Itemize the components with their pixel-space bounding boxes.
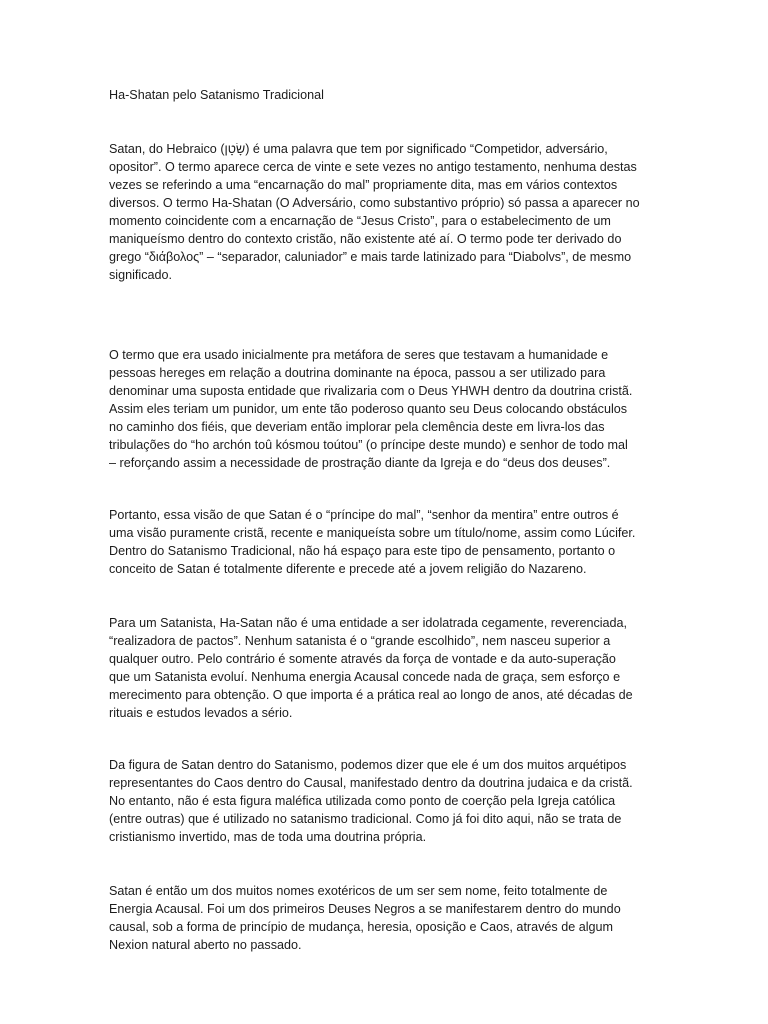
text-line: representantes do Caos dentro do Causal, manifestado dentro da doutrina judaica e da cristã.: [109, 776, 633, 790]
paragraph-5: [109, 756, 667, 846]
text-line: qualquer outro. Pelo contrário é somente através da força de vontade e da auto-superação: [109, 652, 616, 666]
text-line: Da figura de Satan dentro do Satanismo, podemos dizer que ele é um dos muitos arquétipos: [109, 758, 627, 772]
text-line: causal, sob a forma de princípio de mudança, heresia, oposição e Caos, através de algum: [109, 920, 614, 934]
text-line: opositor”. O termo aparece cerca de vinte e sete vezes no antigo testamento, nenhuma destas: [109, 160, 637, 174]
text-line: no caminho dos fiéis, que deveriam então implorar pela clemência deste em livra-los das: [109, 420, 605, 434]
text-line: vezes se referindo a uma “encarnação do mal” propriamente dita, mas em vários contextos: [109, 178, 618, 192]
text-line: que um Satanista evoluí. Nenhuma energia Acausal concede nada de graça, sem esforço e: [109, 670, 621, 684]
document-title: Ha-Shatan pelo Satanismo Tradicional: [109, 88, 324, 102]
text-line: Dentro do Satanismo Tradicional, não há espaço para este tipo de pensamento, portanto o: [109, 544, 616, 558]
text-line: Energia Acausal. Foi um dos primeiros Deuses Negros a se manifestarem dentro do mundo: [109, 902, 621, 916]
text-line: Assim eles teriam um punidor, um ente tão poderoso quanto seu Deus colocando obstáculos: [109, 402, 628, 416]
text-line: Para um Satanista, Ha-Satan não é uma entidade a ser idolatrada cegamente, reverenciada,: [109, 616, 628, 630]
text-line: “realizadora de pactos”. Nenhum satanista é o “grande escolhido”, nem nasceu superior a: [109, 634, 611, 648]
text-line: maniqueísmo dentro do contexto cristão, não existente até aí. O termo pode ter derivado do: [109, 232, 622, 246]
text-line: (entre outras) que é utilizado no satanismo tradicional. Como já foi dito aqui, não se trata de: [109, 812, 622, 826]
text-line: grego “διάβολος” – “separador, caluniador” e mais tarde latinizado para “Diabolvs”, de mesmo: [109, 250, 632, 264]
text-line: cristianismo invertido, mas de toda uma doutrina própria.: [109, 830, 427, 844]
text-line: tribulações do “ho archón toû kósmou toútou” (o príncipe deste mundo) e senhor de todo mal: [109, 438, 628, 452]
text-line: pessoas hereges em relação a doutrina dominante na época, passou a ser utilizado para: [109, 366, 606, 380]
text-line: No entanto, não é esta figura maléfica utilizada como ponto de coerção pela Igreja católica: [109, 794, 616, 808]
text-line: O termo que era usado inicialmente pra metáfora de seres que testavam a humanidade e: [109, 348, 609, 362]
paragraph-2: [109, 346, 667, 472]
text-line: diversos. O termo Ha-Shatan (O Adversário, como substantivo próprio) só passa a aparecer no: [109, 196, 640, 210]
paragraph-6: [109, 882, 667, 954]
paragraph-3: [109, 506, 667, 578]
text-line: conceito de Satan é totalmente diferente e precede até a jovem religião do Nazareno.: [109, 562, 587, 576]
text-line: Satan é então um dos muitos nomes exotéricos de um ser sem nome, feito totalmente de: [109, 884, 608, 898]
text-line: momento coincidente com a encarnação de “Jesus Cristo”, para o estabelecimento de um: [109, 214, 611, 228]
text-line: Nexion natural aberto no passado.: [109, 938, 302, 952]
text-line: – reforçando assim a necessidade de prostração diante da Igreja e do “deus dos deuses”.: [109, 456, 611, 470]
paragraph-4: [109, 614, 667, 722]
text-line: denominar uma suposta entidade que rivalizaria com o Deus YHWH dentro da doutrina cristã.: [109, 384, 633, 398]
text-line: merecimento para obtenção. O que importa é a prática real ao longo de anos, até décadas de: [109, 688, 633, 702]
text-line: significado.: [109, 268, 173, 282]
text-line: Satan, do Hebraico (שָׂטָן) é uma palavra que tem por significado “Competidor, adversário,: [109, 142, 608, 156]
text-line: uma visão puramente cristã, recente e maniqueísta sobre um título/nome, assim como Lúcifer.: [109, 526, 636, 540]
paragraph-1: [109, 140, 667, 284]
text-line: Portanto, essa visão de que Satan é o “príncipe do mal”, “senhor da mentira” entre outros é: [109, 508, 619, 522]
text-line: rituais e estudos levados a sério.: [109, 706, 293, 720]
